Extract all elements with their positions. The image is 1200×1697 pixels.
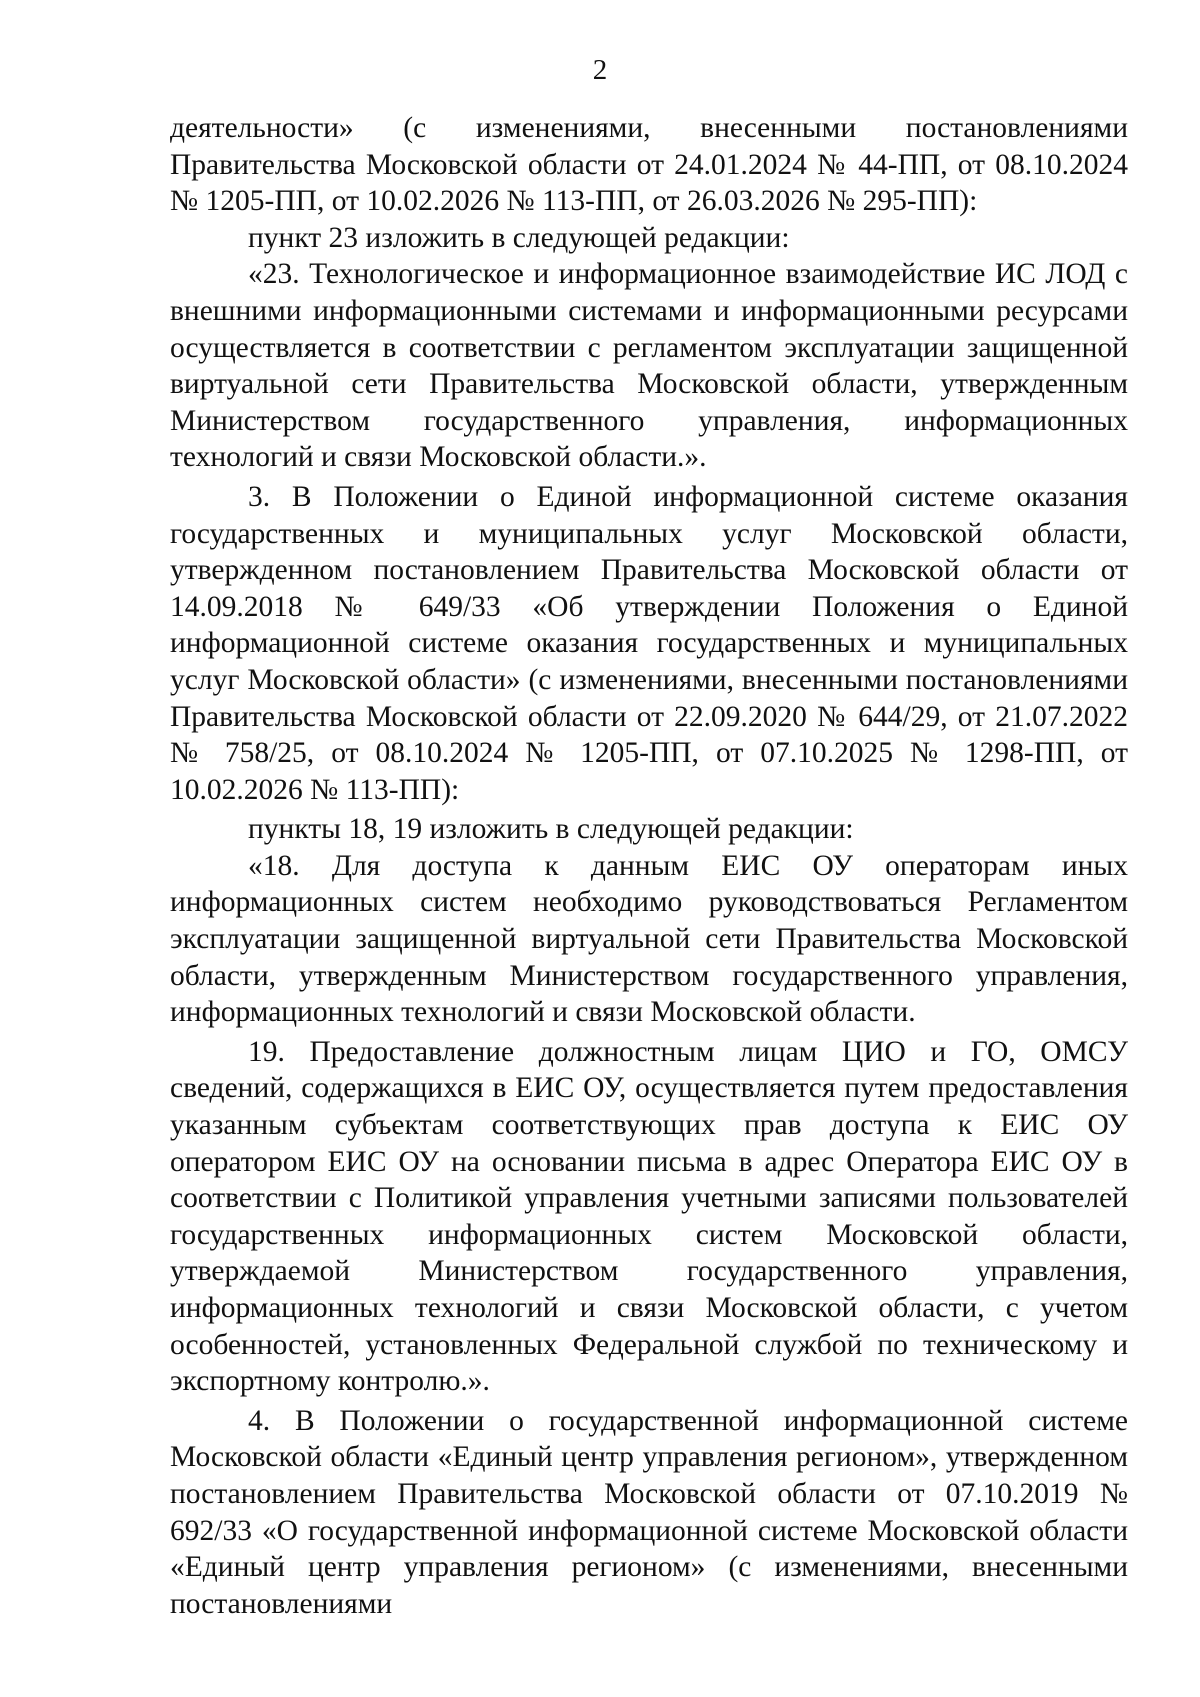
document-body (170, 110, 1128, 1622)
paragraph-point-19-text: 19. Предоставление должностным лицам ЦИО и ГО, ОМСУ сведений, содержащихся в ЕИС ОУ, осуществляется путем предоставления указанным субъектам соответствующих прав доступа к ЕИС ОУ оператором ЕИС ОУ на основании письма в адрес Оператора ЕИС ОУ в соответствии с Политикой управления учетными записями пользователей государственных информационных систем Московской области, утверждаемой Министерством государственного управления, информационных технологий и связи Московской области, с учетом особенностей, установленных Федеральной службой по техническому и экспортному контролю.». (170, 1035, 1128, 1398)
paragraph-point-18-text: «18. Для доступа к данным ЕИС ОУ операторам иных информационных систем необходимо руководствоваться Регламентом эксплуатации защищенной виртуальной сети Правительства Московской области, утвержденным Министерством государственного управления, информационных технологий и связи Московской области. (170, 849, 1128, 1029)
page-number: 2 (592, 54, 608, 86)
paragraph-instruction-point-23: пункт 23 изложить в следующей редакции: (248, 221, 790, 254)
paragraph-item-4: 4. В Положении о государственной информационной системе Московской области «Единый центр управления регионом», утвержденном постановлением Правительства Московской области от 07.10.2019 № 692/33 «О государственной информационной системе Московской области «Единый центр управления регионом» (с изменениями, внесенными постановлениями (170, 1404, 1128, 1620)
paragraph-continuation: деятельности» (с изменениями, внесенными постановлениями Правительства Московской области от 24.01.2024 № 44-ПП, от 08.10.2024 № 1205-ПП, от 10.02.2026 № 113-ПП, от 26.03.2026 № 295-ПП): (170, 112, 1128, 218)
paragraph-item-3: 3. В Положении о Единой информационной системе оказания государственных и муниципальных услуг Московской области, утвержденном постановлением Правительства Московской области от 14.09.2018 № 649/33 «Об утверждении Положения о Единой информационной системе оказания государственных и муниципальных услуг Московской области» (с изменениями, внесенными постановлениями Правительства Московской области от 22.09.2020 № 644/29, от 21.07.2022 № 758/25, от 08.10.2024 № 1205-ПП, от 07.10.2025 № 1298-ПП, от 10.02.2026 № 113-ПП): (170, 480, 1128, 806)
paragraph-instruction-points-18-19: пункты 18, 19 изложить в следующей редакции: (248, 813, 854, 846)
paragraph-point-23-text: «23. Технологическое и информационное взаимодействие ИС ЛОД с внешними информационными системами и информационными ресурсами осуществляется в соответствии с регламентом эксплуатации защищенной виртуальной сети Правительства Московской области, утвержденным Министерством государственного управления, информационных технологий и связи Московской области.». (170, 258, 1128, 474)
